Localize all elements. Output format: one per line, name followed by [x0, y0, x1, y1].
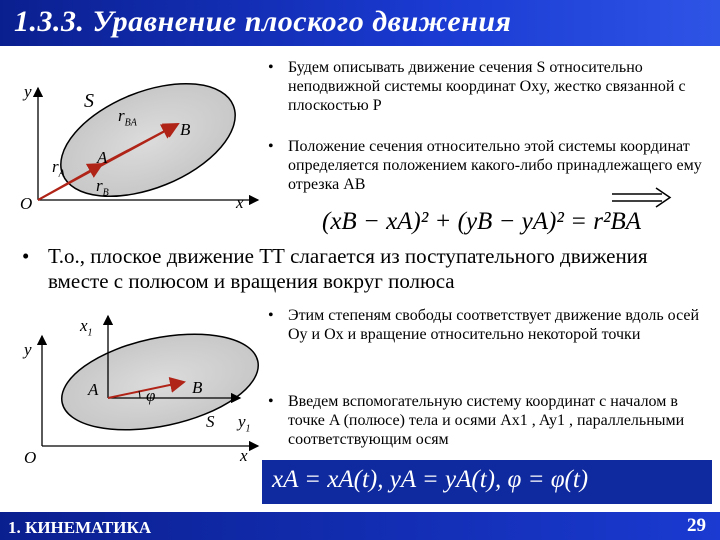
formula-1: (xB − xA)² + (yB − yA)² = r²BA [322, 208, 642, 235]
bullet-dot: • [268, 138, 274, 155]
main-bullet-text: Т.о., плоское движение ТТ слагается из поступательного движения вместе с полюсом и вращения вокруг полюса [48, 244, 648, 293]
slide-header [0, 0, 720, 46]
fig2-b-label: B [192, 378, 203, 397]
bullet-top-2-text: Положение сечения относительно этой системы координат определяется положением какого-либо принадлежащего ему отрезка AB [288, 138, 702, 193]
fig2-s-label: S [206, 412, 215, 431]
fig1-o-label: O [20, 194, 33, 213]
fig1-x-label: x [236, 193, 244, 212]
bullet-bottom-2-text: Введем вспомогательную систему координат с началом в точке A (полюсе) тела и осями Ax1 , Ay1 , параллельными соответствующим осям [288, 393, 685, 448]
fig1-b-label: B [180, 120, 191, 139]
fig2-o-label: O [24, 448, 37, 467]
fig2-a-label: A [88, 380, 99, 399]
fig2-x-label: x [240, 446, 248, 465]
figure-2-diagram [0, 306, 270, 476]
formula-2-box [262, 460, 712, 504]
formula-2: xA = xA(t), yA = yA(t), φ = φ(t) [272, 466, 589, 493]
figure-1-diagram [0, 78, 270, 218]
fig2-y-label: y [24, 340, 32, 359]
slide-title: 1.3.3. Уравнение плоского движения [14, 5, 512, 38]
fig1-rb-label: $r_B$ [96, 176, 109, 199]
slide-footer [0, 512, 720, 540]
fig2-y1-label: $y_1$ [238, 412, 251, 435]
main-bullet [22, 244, 702, 294]
fig1-a-label: A [97, 148, 108, 167]
bullet-dot: • [22, 244, 30, 268]
page-number: 29 [687, 515, 706, 536]
fig1-y-label: y [24, 82, 32, 101]
fig1-rba-label: $r_{BA}$ [118, 106, 137, 129]
bullet-top-2 [268, 137, 712, 194]
bullet-bottom-1-text: Этим степеням свободы соответствует движение вдоль осей Oy и Ox и вращение относительно некоторой точки [288, 307, 700, 343]
fig1-ra-label: $r_A$ [52, 157, 65, 180]
fig1-s-label: S [84, 90, 94, 112]
bullet-top-1-text: Будем описывать движение сечения S относительно неподвижной системы координат Oxy, жестко связанной с плоскостью P [288, 59, 686, 114]
footer-section-label: 1. КИНЕМАТИКА [8, 518, 152, 537]
fig2-phi-label: φ [146, 386, 156, 405]
fig2-x1-label: $x_1$ [80, 316, 93, 339]
bullet-dot: • [268, 307, 274, 324]
bullet-dot: • [268, 393, 274, 410]
bullet-top-1 [268, 58, 712, 115]
bullet-dot: • [268, 59, 274, 76]
double-arrow-icon [612, 188, 672, 208]
bullet-bottom-2 [268, 392, 712, 449]
bullet-bottom-1 [268, 306, 712, 344]
